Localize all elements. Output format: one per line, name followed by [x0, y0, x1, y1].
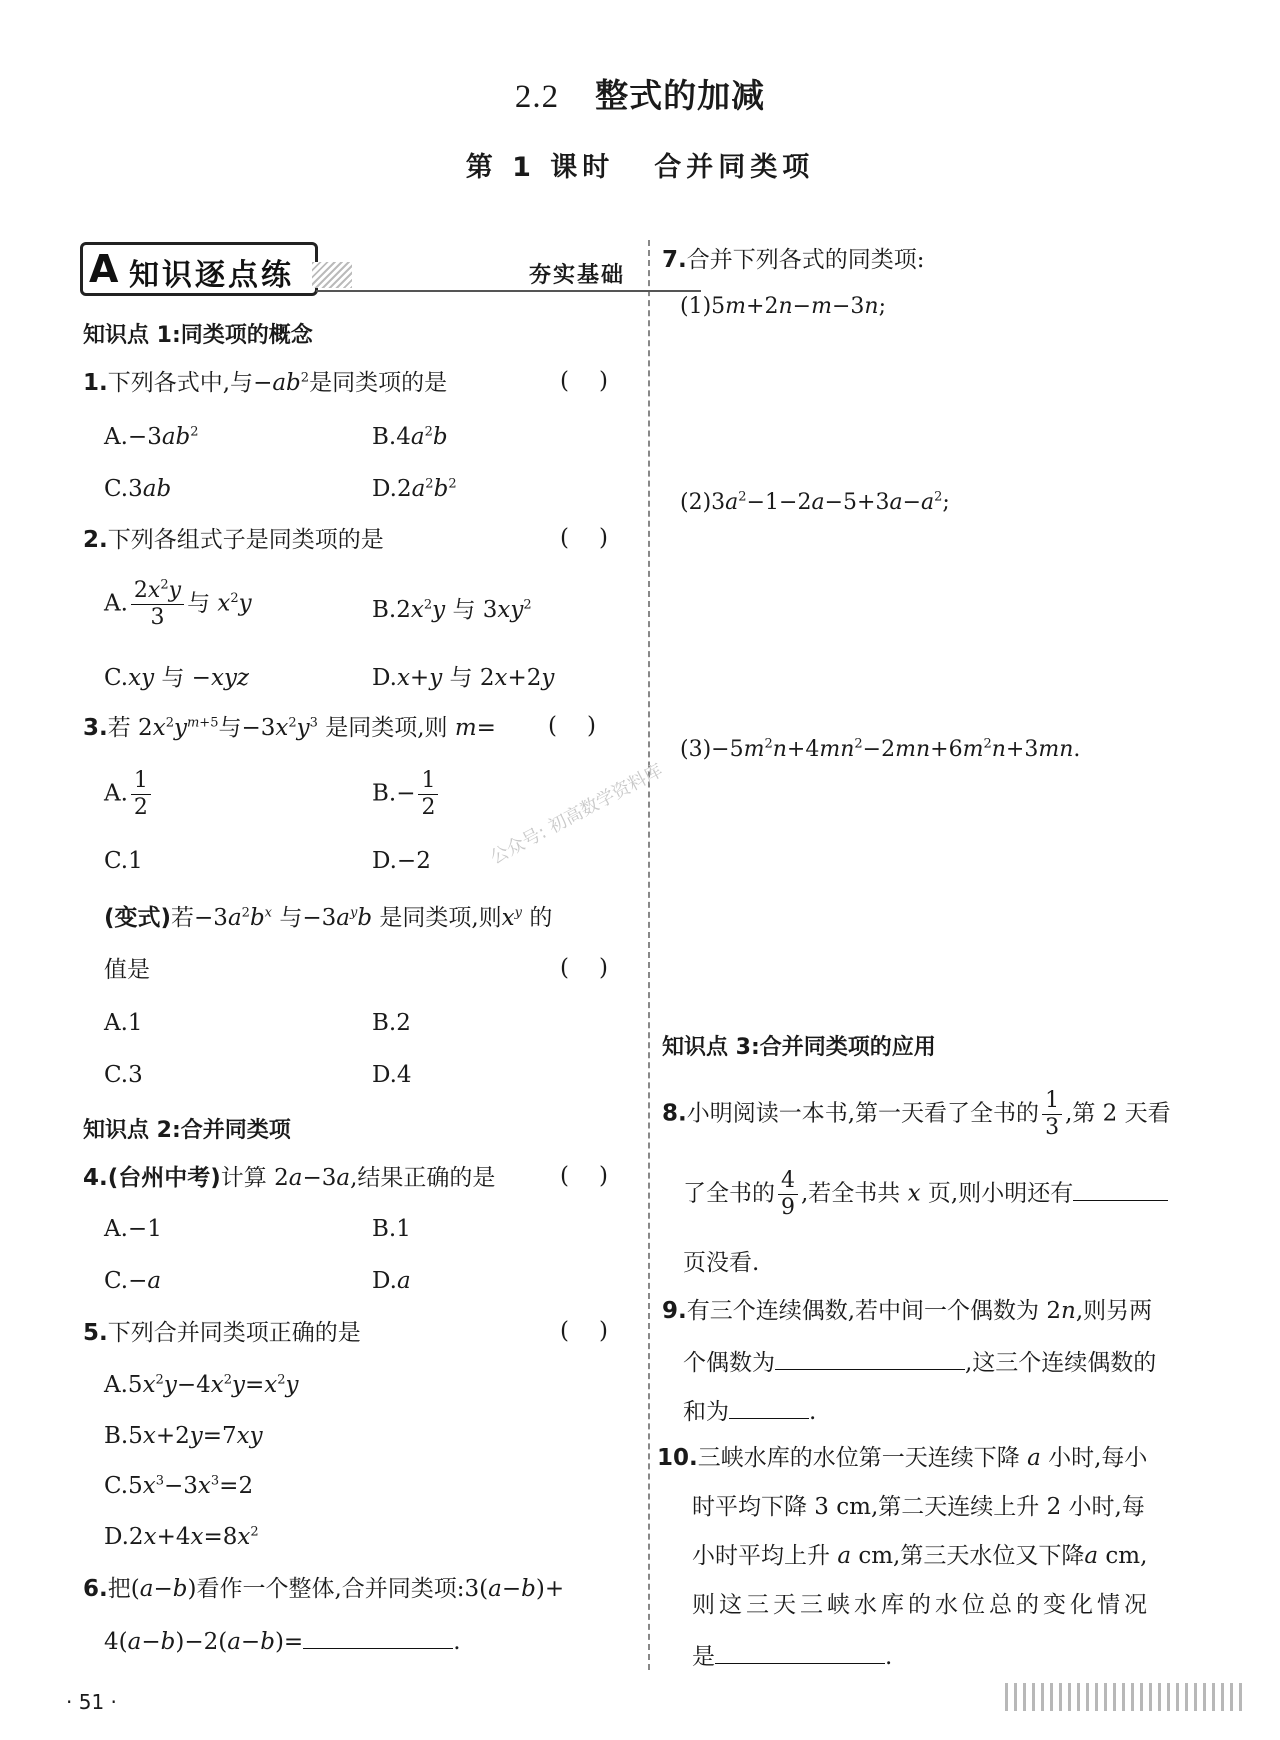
question-6: 6.把(a−b)看作一个整体,合并同类项:3(a−b)+ [83, 1576, 565, 1602]
answer-blank[interactable] [303, 1624, 453, 1649]
option-d: D.−2 [372, 848, 431, 874]
question-7: 7.合并下列各式的同类项: [662, 247, 925, 273]
question-6-line2: 4(a−b)−2(a−b)= . [104, 1624, 461, 1657]
column-divider [648, 240, 650, 1670]
answer-blank[interactable] [1073, 1176, 1168, 1201]
banner-logo: A 知识逐点练 [80, 242, 318, 296]
question-5: 5.下列合并同类项正确的是 [83, 1320, 361, 1346]
option-a: A. $\frac{2x^2y}{3}$ 与 $x^2y$ [104, 577, 252, 630]
question-10-line3: 小时平均上升 a cm,第三天水位又下降a cm, [692, 1543, 1148, 1569]
question-9-line3: 和为 . [683, 1394, 816, 1427]
option-d: D.4 [372, 1062, 412, 1088]
option-b: B.− $\frac{1}{2}$ [372, 768, 441, 821]
option-b: $B.4a^2b$ [372, 424, 448, 450]
option-b: $B.2x^2y$ 与 $3xy^2$ [372, 597, 532, 623]
answer-blank[interactable] [715, 1639, 885, 1664]
section-title: 2.2 整式的加减 [514, 76, 766, 115]
question-10-line2: 时平均下降 3 cm,第二天连续上升 2 小时,每 [692, 1494, 1145, 1520]
answer-bracket[interactable]: () [560, 525, 638, 551]
answer-blank[interactable] [775, 1345, 965, 1370]
option-c: $C.5x^3-3x^3=2$ [104, 1473, 254, 1499]
badge-a-icon: A [89, 247, 119, 291]
page-number: · 51 · [66, 1690, 117, 1714]
question-4: 4.(台州中考)计算 2a−3a,结果正确的是 [83, 1165, 496, 1191]
option-a: A.−1 [104, 1216, 162, 1242]
scan-artifact [1005, 1683, 1245, 1711]
knowledge-banner [80, 240, 625, 296]
option-c: C.xy 与 −xyz [104, 665, 250, 691]
option-a: $A.5x^2y-4x^2y=x^2y$ [104, 1372, 299, 1398]
question-9: 9.有三个连续偶数,若中间一个偶数为 2n,则另两 [662, 1298, 1153, 1324]
question-7-part-3: $(3)-5m^2n+4mn^2-2mn+6m^2n+3mn$. [680, 736, 1081, 762]
lesson-title: 第 1 课时 合并同类项 [465, 152, 815, 183]
option-d: D.a [372, 1268, 411, 1294]
answer-bracket[interactable]: () [560, 955, 638, 981]
question-7-part-1: (1)5m+2n−m−3n; [680, 294, 886, 319]
knowledge-point-3: 知识点 3:合并同类项的应用 [662, 1035, 936, 1060]
question-3: 3.若 $2x^2y^{m+5}$与$-3x^2y^3$ 是同类项,则 m= [83, 715, 496, 741]
option-b: B.5x+2y=7xy [104, 1423, 263, 1449]
knowledge-point-1: 知识点 1:同类项的概念 [83, 323, 313, 348]
question-1: 1.下列各式中,与$-ab^2$是同类项的是 [83, 370, 448, 396]
question-8-line3: 页没看. [683, 1250, 760, 1276]
option-b: B.1 [372, 1216, 411, 1242]
option-a: $A.-3ab^2$ [104, 424, 199, 450]
option-c: C.−a [104, 1268, 162, 1294]
question-3-variant-line2: 值是 [104, 957, 150, 983]
option-d: D.x+y 与 2x+2y [372, 665, 555, 691]
answer-bracket[interactable]: () [560, 1318, 638, 1344]
question-9-line2: 个偶数为 ,这三个连续偶数的 [683, 1345, 1156, 1378]
banner-subtitle: 夯实基础 [528, 263, 625, 288]
answer-bracket[interactable]: () [548, 713, 626, 739]
option-a: A.1 [104, 1010, 143, 1036]
question-3-variant: (变式)若$-3a^2b^x$ 与$-3a^yb$ 是同类项,则$x^y$ 的 [104, 905, 553, 931]
option-a: A. $\frac{1}{2}$ [104, 768, 154, 821]
option-d: $D.2x+4x=8x^2$ [104, 1524, 259, 1550]
option-b: B.2 [372, 1010, 411, 1036]
option-c: C.3ab [104, 476, 172, 502]
knowledge-point-2: 知识点 2:合并同类项 [83, 1118, 291, 1143]
question-2: 2.下列各组式子是同类项的是 [83, 527, 384, 553]
option-d: $D.2a^2b^2$ [372, 476, 457, 502]
question-8-line2: 了全书的 $\frac{4}{9}$ ,若全书共 x 页,则小明还有 [683, 1168, 1168, 1221]
answer-blank[interactable] [729, 1394, 809, 1419]
question-10: 10.三峡水库的水位第一天连续下降 a 小时,每小 [657, 1445, 1148, 1471]
watermark: 公众号: 初高数学资料库 [486, 760, 667, 869]
question-7-part-2: $(2)3a^2-1-2a-5+3a-a^2$; [680, 489, 950, 515]
question-10-line5: 是 . [692, 1639, 892, 1672]
question-8: 8.小明阅读一本书,第一天看了全书的 $\frac{1}{3}$ ,第 2 天看 [662, 1088, 1171, 1140]
question-10-line4: 则这三天三峡水库的水位总的变化情况 [692, 1592, 1151, 1618]
answer-bracket[interactable]: () [560, 368, 638, 394]
answer-bracket[interactable]: () [560, 1163, 638, 1189]
option-c: C.1 [104, 848, 143, 874]
option-c: C.3 [104, 1062, 143, 1088]
